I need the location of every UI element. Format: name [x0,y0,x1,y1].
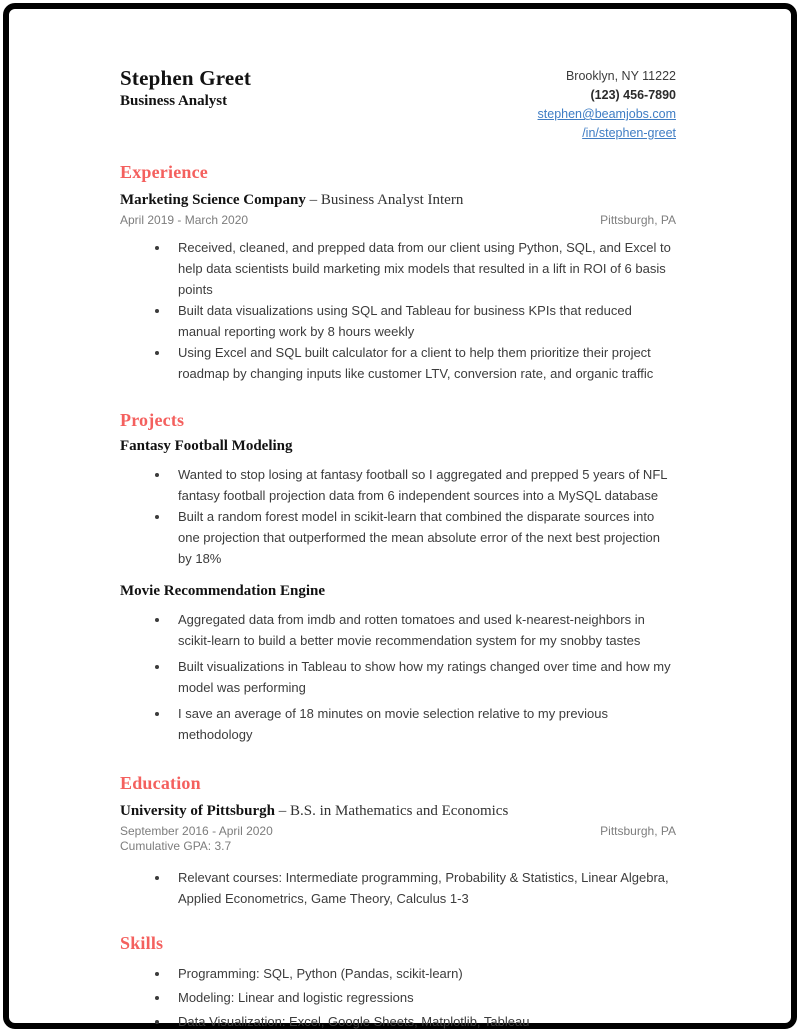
skills-bullet-list [120,963,676,1032]
resume-page [9,9,791,1029]
bullet-item: • Modeling: Linear and logistic regressions [170,987,676,1008]
bullet-item: • Aggregated data from imdb and rotten tomatoes and used k-nearest-neighbors in scikit-learn to build a better movie recommendation system for my snobby tastes [170,609,676,651]
bullet-item: • Using Excel and SQL built calculator for a client to help them prioritize their project roadmap by changing inputs like customer LTV, conversion rate, and organic traffic [170,342,676,384]
identity-block [120,67,251,110]
education-section [120,773,676,909]
header [120,67,676,143]
experience-section [120,162,676,384]
bullet-item: • Received, cleaned, and prepped data from our client using Python, SQL, and Excel to help data scientists build marketing mix models that resulted in a lift in ROI of 6 basis points [170,237,676,300]
job-meta-row [120,212,676,228]
bullet-item: • Built data visualizations using SQL and Tableau for business KPIs that reduced manual reporting work by 8 hours weekly [170,300,676,342]
skills-section [120,933,676,1032]
contact-linkedin-link[interactable]: /in/stephen-greet [582,126,676,140]
person-title: Business Analyst [120,92,228,109]
degree-name: B.S. in Mathematics and Economics [290,803,509,819]
contact-email-link[interactable]: stephen@beamjobs.com [537,107,676,121]
job-title-line [120,190,676,210]
experience-bullet-list [120,237,676,384]
education-bullet-list [120,867,676,909]
contact-location: Brooklyn, NY 11222 [565,69,676,83]
contact-block [538,67,676,143]
contact-phone: (123) 456-7890 [590,88,676,102]
bullet-item: • Built visualizations in Tableau to show how my ratings changed over time and how my model was performing [170,656,676,698]
education-gpa: Cumulative GPA: 3.7 [120,839,232,853]
project-name-fantasy-football: Fantasy Football Modeling [120,438,293,454]
education-heading: Education [120,773,201,793]
bullet-item: • Built a random forest model in scikit-learn that combined the disparate sources into one projection that outperformed the mean absolute error of the next best projection by 18% [170,506,676,569]
job-location: Pittsburgh, PA [600,213,676,227]
education-dates: September 2016 - April 2020 [120,824,273,838]
bullet-item: • Programming: SQL, Python (Pandas, scikit-learn) [170,963,676,984]
job-role: Business Analyst Intern [320,192,464,208]
company-name: Marketing Science Company [120,192,306,208]
movie-engine-bullet-list [120,609,676,745]
bullet-item: • I save an average of 18 minutes on movie selection relative to my previous methodology [170,703,676,745]
education-location: Pittsburgh, PA [600,824,676,838]
project-name-movie-engine: Movie Recommendation Engine [120,583,325,599]
bullet-item: • Relevant courses: Intermediate programming, Probability & Statistics, Linear Algebra, Applied Econometrics, Game Theory, Calculus 1-3 [170,867,676,909]
experience-heading: Experience [120,162,208,182]
projects-heading: Projects [120,410,185,430]
bullet-item: • Wanted to stop losing at fantasy football so I aggregated and prepped 5 years of NFL fantasy football projection data from 6 independent sources into a MySQL database [170,464,676,506]
education-title-line [120,801,676,821]
person-name: Stephen Greet [120,66,252,90]
job-dates: April 2019 - March 2020 [120,213,249,227]
education-separator: – [278,803,287,819]
school-name: University of Pittsburgh [120,803,275,819]
title-separator: – [309,192,318,208]
education-meta-row [120,823,676,839]
projects-section [120,410,676,745]
bullet-item: • Data Visualization: Excel, Google Sheets, Matplotlib, Tableau [170,1011,676,1032]
fantasy-football-bullet-list [120,464,676,569]
skills-heading: Skills [120,933,164,953]
